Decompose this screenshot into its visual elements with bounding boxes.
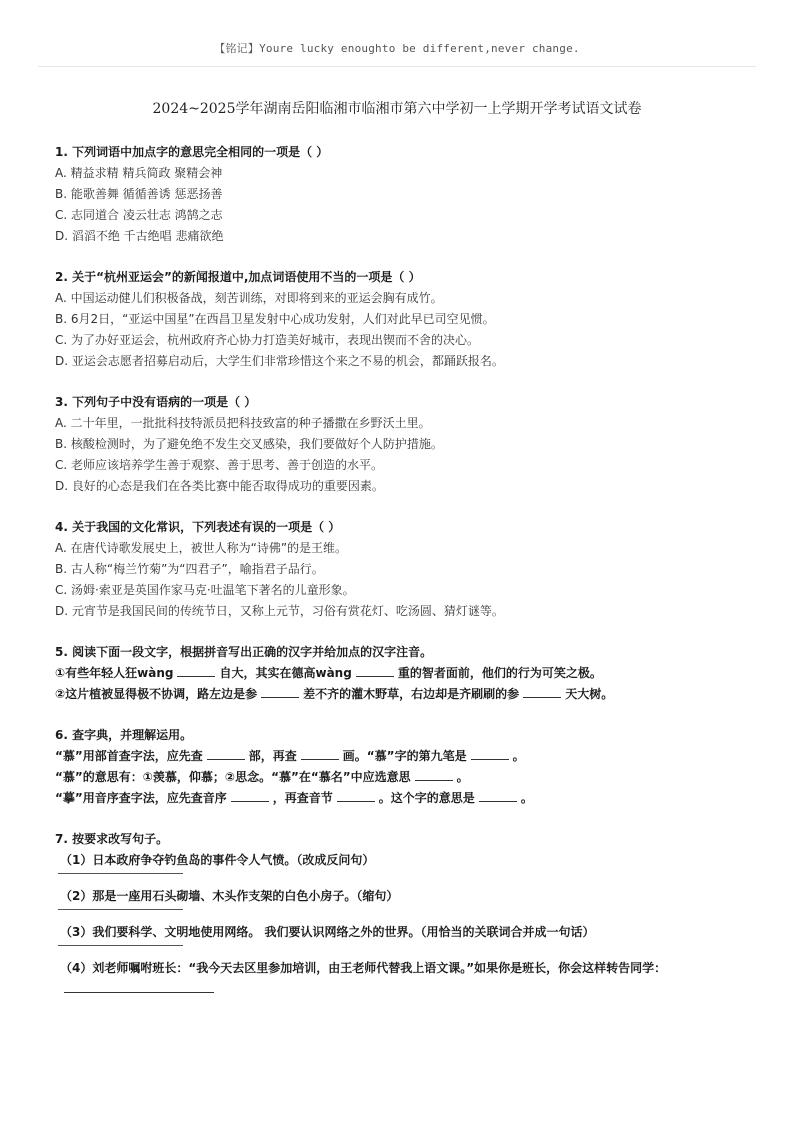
question-1 — [55, 142, 745, 247]
question-3 — [55, 392, 745, 497]
q6-text: 。 — [512, 749, 525, 763]
answer-blank[interactable] — [231, 789, 269, 802]
answer-blank[interactable] — [523, 685, 561, 698]
answer-blank[interactable] — [471, 747, 509, 760]
answer-line[interactable] — [58, 945, 183, 946]
option-b: B. 古人称“梅兰竹菊”为“四君子”，喻指君子品行。 — [55, 562, 324, 576]
answer-line[interactable] — [64, 980, 214, 993]
q7-sub-1: （1）日本政府争夺钓鱼岛的事件令人气愤。（改成反问句） — [60, 853, 375, 867]
q7-sub-4-text: （4）刘老师嘱咐班长：“我今天去区里参加培训，由王老师代替我上语文课。”如果你是班长，你会这样转告同学： — [60, 961, 667, 975]
option-b: B. 核酸检测时，为了避免绝不发生交叉感染，我们要做好个人防护措施。 — [55, 437, 443, 451]
q6-text: “慕”用部首查字法，应先查 — [55, 749, 203, 763]
question-heading: 6. 查字典，并理解运用。 — [55, 728, 193, 742]
q6-line-2 — [55, 767, 745, 788]
q6-text: 部，再查 — [248, 749, 297, 763]
header-motto: 【铭记】Youre lucky enoughto be different,never change. — [214, 42, 580, 55]
answer-line[interactable] — [58, 873, 183, 874]
option-b: B. 6月2日，“亚运中国星”在西昌卫星发射中心成功发射，人们对此早已司空见惯。 — [55, 312, 495, 326]
option-b: B. 能歌善舞 循循善诱 惩恶扬善 — [55, 187, 223, 201]
option-a: A. 在唐代诗歌发展史上，被世人称为“诗佛”的是王维。 — [55, 541, 348, 555]
question-heading: 2. 关于“杭州亚运会”的新闻报道中,加点词语使用不当的一项是（ ） — [55, 270, 421, 284]
option-d: D. 亚运会志愿者招募启动后，大学生们非常珍惜这个来之不易的机会，都踊跃报名。 — [55, 354, 504, 368]
answer-blank[interactable] — [479, 789, 517, 802]
question-6 — [55, 725, 745, 809]
option-d: D. 滔滔不绝 千古绝唱 悲痛欲绝 — [55, 229, 224, 243]
question-2 — [55, 267, 745, 372]
q7-sub-3: （3）我们要科学、文明地使用网络。 我们要认识网络之外的世界。（用恰当的关联词合并成一句话） — [60, 925, 595, 939]
q6-line-1 — [55, 746, 745, 767]
question-heading: 5. 阅读下面一段文字，根据拼音写出正确的汉字并给加点的汉字注音。 — [55, 645, 433, 659]
q5-text: 自大，其实在德高wàng — [219, 666, 352, 680]
q5-line-1 — [55, 663, 745, 684]
option-d: D. 元宵节是我国民间的传统节日，又称上元节，习俗有赏花灯、吃汤圆、猜灯谜等。 — [55, 604, 504, 618]
answer-blank[interactable] — [356, 664, 394, 677]
question-heading: 1. 下列词语中加点字的意思完全相同的一项是（ ） — [55, 145, 329, 159]
question-heading: 4. 关于我国的文化常识，下列表述有误的一项是（ ） — [55, 520, 341, 534]
q7-sub-2: （2）那是一座用石头砌墙、木头作支架的白色小房子。（缩句） — [60, 889, 399, 903]
answer-blank[interactable] — [301, 747, 339, 760]
q5-text: 重的智者面前，他们的行为可笑之极。 — [397, 666, 602, 680]
answer-blank[interactable] — [337, 789, 375, 802]
q6-text: “慕”的意思有：①羡慕，仰慕；②思念。“慕”在“慕名”中应选意思 — [55, 770, 411, 784]
q7-sub-4 — [55, 958, 710, 1000]
q5-text: ①有些年轻人狂wàng — [55, 666, 174, 680]
q5-text: 天大树。 — [565, 687, 614, 701]
answer-line[interactable] — [58, 909, 183, 910]
q5-line-2 — [55, 684, 745, 705]
q6-text: ，再查音节 — [272, 791, 333, 805]
q6-text: 。这个字的意思是 — [378, 791, 475, 805]
question-heading: 3. 下列句子中没有语病的一项是（ ） — [55, 395, 257, 409]
answer-blank[interactable] — [261, 685, 299, 698]
option-a: A. 二十年里，一批批科技特派员把科技致富的种子播撒在乡野沃土里。 — [55, 416, 431, 430]
q6-text: 。 — [520, 791, 533, 805]
question-4 — [55, 517, 745, 622]
question-heading: 7. 按要求改写句子。 — [55, 832, 169, 846]
answer-blank[interactable] — [207, 747, 245, 760]
answer-blank[interactable] — [415, 768, 453, 781]
q6-text: 。 — [456, 770, 469, 784]
question-5 — [55, 642, 745, 705]
exam-content — [55, 142, 745, 1020]
q6-text: “摹”用音序查字法，应先查音序 — [55, 791, 227, 805]
question-7 — [55, 829, 745, 1000]
q6-line-3 — [55, 788, 745, 809]
answer-blank[interactable] — [177, 664, 215, 677]
q5-text: 差不齐的灌木野草，右边却是齐刷刷的参 — [303, 687, 520, 701]
option-c: C. 汤姆·索亚是英国作家马克·吐温笔下著名的儿童形象。 — [55, 583, 355, 597]
header-divider — [38, 66, 756, 67]
option-a: A. 精益求精 精兵简政 聚精会神 — [55, 166, 223, 180]
option-c: C. 为了办好亚运会，杭州政府齐心协力打造美好城市，表现出锲而不舍的决心。 — [55, 333, 480, 347]
q5-text: ②这片植被显得极不协调，路左边是参 — [55, 687, 258, 701]
option-c: C. 志同道合 凌云壮志 鸿鹄之志 — [55, 208, 223, 222]
q6-text: 画。“慕”字的第九笔是 — [342, 749, 467, 763]
page-title: 2024~2025学年湖南岳阳临湘市临湘市第六中学初一上学期开学考试语文试卷 — [152, 101, 642, 117]
option-a: A. 中国运动健儿们积极备战，刻苦训练，对即将到来的亚运会胸有成竹。 — [55, 291, 443, 305]
option-d: D. 良好的心态是我们在各类比赛中能否取得成功的重要因素。 — [55, 479, 384, 493]
option-c: C. 老师应该培养学生善于观察、善于思考、善于创造的水平。 — [55, 458, 384, 472]
